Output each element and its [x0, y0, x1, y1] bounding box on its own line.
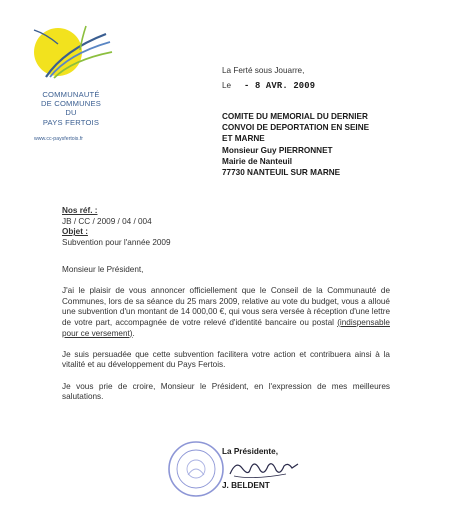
- recipient-line: 77730 NANTEUIL SUR MARNE: [222, 168, 341, 178]
- handwritten-signature: [224, 454, 302, 482]
- org-name-line: PAYS FERTOIS: [42, 117, 100, 127]
- paragraph-support: Je suis persuadée que cette subvention facilitera votre action et contribuera ainsi à la vitalité et au développement du Pays Fertois.: [62, 349, 390, 370]
- signatory-title: La Présidente,: [222, 447, 278, 456]
- reference-value: JB / CC / 2009 / 04 / 004: [62, 216, 152, 226]
- date-prefix: Le: [222, 81, 232, 90]
- paragraph-end: .: [132, 328, 135, 338]
- recipient-line: ET MARNE: [222, 134, 265, 144]
- recipient-line: Mairie de Nanteuil: [222, 156, 293, 166]
- date-stamp: - 8 AVR. 2009: [244, 80, 316, 91]
- letter-body: [62, 265, 390, 413]
- underlined-condition: (indispensable pour ce versement): [62, 317, 390, 338]
- paragraph-announcement: [62, 286, 390, 339]
- recipient-line: COMITE DU MEMORIAL DU DERNIER: [222, 112, 368, 121]
- recipient-address: [222, 111, 432, 178]
- paragraph-text: J'ai le plaisir de vous annoncer officiellement que le Conseil de la Communauté de Communes, lors de sa séance du 25 mars 2009, relative au vote du budget, vous a alloué une subvention d'un montant de 14 000,00 €, qui vous sera versée à réception d'une lettre de votre part, accompagnée de votre relevé d'identité bancaire ou postal: [62, 286, 390, 327]
- reference-label: Nos réf. :: [62, 206, 98, 215]
- org-name-line: DU: [65, 108, 77, 118]
- org-name-line: COMMUNAUTÉ: [42, 90, 100, 99]
- letter-place: La Ferté sous Jouarre,: [222, 66, 305, 75]
- community-logo: [24, 22, 114, 82]
- object-value: Subvention pour l'année 2009: [62, 237, 171, 247]
- paragraph-closing: Je vous prie de croire, Monsieur le Président, en l'expression de mes meilleures salutations.: [62, 381, 390, 402]
- official-seal: [166, 439, 226, 499]
- reference-block: [62, 206, 171, 248]
- object-label: Objet :: [62, 227, 88, 237]
- organization-website: www.cc-paysfertois.fr: [34, 136, 84, 142]
- organization-name: [26, 90, 116, 127]
- recipient-line: CONVOI DE DEPORTATION EN SEINE: [222, 123, 370, 133]
- signatory-name: J. BELDENT: [222, 481, 270, 490]
- recipient-line: Monsieur Guy PIERRONNET: [222, 145, 333, 155]
- salutation: Monsieur le Président,: [62, 265, 144, 274]
- letter-date-row: [222, 80, 316, 91]
- org-name-line: DE COMMUNES: [41, 99, 101, 109]
